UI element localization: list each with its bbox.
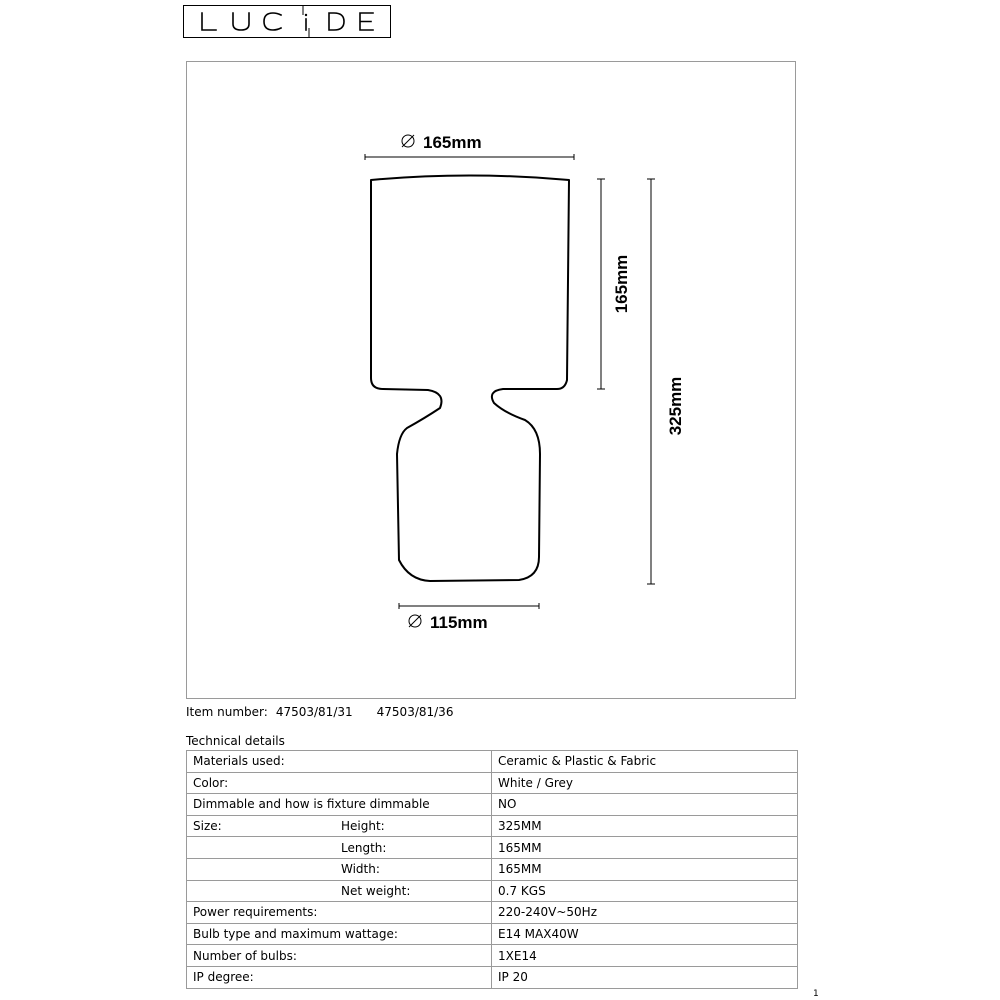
spec-sublabel: Net weight:: [341, 883, 411, 898]
spec-value: 165MM: [492, 837, 798, 859]
spec-sublabel: Length:: [341, 840, 387, 855]
spec-row: [187, 751, 798, 773]
page-number: 1: [813, 989, 819, 999]
spec-row: [187, 815, 798, 837]
brand-logo: [183, 5, 391, 38]
spec-value: 1XE14: [492, 945, 798, 967]
spec-row: [187, 794, 798, 816]
spec-label: Number of bulbs:: [193, 948, 297, 963]
base-diameter-label: 115mm: [430, 613, 488, 632]
spec-label: Dimmable and how is fixture dimmable: [193, 797, 430, 812]
spec-row: [187, 880, 798, 902]
spec-row: [187, 923, 798, 945]
spec-value: 220-240V~50Hz: [492, 902, 798, 924]
spec-label: Size:: [193, 819, 222, 834]
specs-table: [186, 750, 798, 989]
spec-value: E14 MAX40W: [492, 923, 798, 945]
spec-value: 325MM: [492, 815, 798, 837]
shade-diameter-label: 165mm: [423, 133, 482, 152]
spec-row: [187, 772, 798, 794]
item-number-1: 47503/81/31: [275, 705, 353, 719]
spec-label: Materials used:: [193, 754, 285, 769]
spec-label: Color:: [193, 775, 229, 790]
item-number-line: [186, 705, 453, 719]
spec-label: IP degree:: [193, 970, 254, 985]
spec-label-cell: [187, 794, 492, 816]
item-number-2: 47503/81/36: [376, 705, 454, 719]
spec-label: Bulb type and maximum wattage:: [193, 927, 398, 942]
spec-sublabel: Height:: [341, 819, 385, 834]
spec-value: Ceramic & Plastic & Fabric: [492, 751, 798, 773]
spec-label-cell: [187, 837, 492, 859]
spec-label-cell: [187, 966, 492, 988]
spec-label-cell: [187, 923, 492, 945]
spec-row: [187, 858, 798, 880]
spec-label-cell: [187, 880, 492, 902]
spec-row: [187, 945, 798, 967]
spec-label-cell: [187, 902, 492, 924]
spec-value: 165MM: [492, 858, 798, 880]
spec-label-cell: [187, 815, 492, 837]
spec-label-cell: [187, 945, 492, 967]
spec-value: White / Grey: [492, 772, 798, 794]
total-height-label: 325mm: [666, 376, 685, 436]
spec-label: Power requirements:: [193, 905, 318, 920]
spec-label-cell: [187, 772, 492, 794]
spec-label-cell: [187, 858, 492, 880]
item-number-label: Item number:: [186, 705, 268, 719]
shade-height-label: 165mm: [612, 254, 631, 314]
spec-sublabel: Width:: [341, 862, 380, 877]
spec-value: NO: [492, 794, 798, 816]
lamp-outline: [371, 176, 569, 582]
spec-row: [187, 966, 798, 988]
spec-label-cell: [187, 751, 492, 773]
spec-value: IP 20: [492, 966, 798, 988]
spec-row: [187, 902, 798, 924]
spec-row: [187, 837, 798, 859]
spec-value: 0.7 KGS: [492, 880, 798, 902]
technical-drawing: [186, 61, 796, 699]
technical-details-title: Technical details: [186, 734, 285, 748]
